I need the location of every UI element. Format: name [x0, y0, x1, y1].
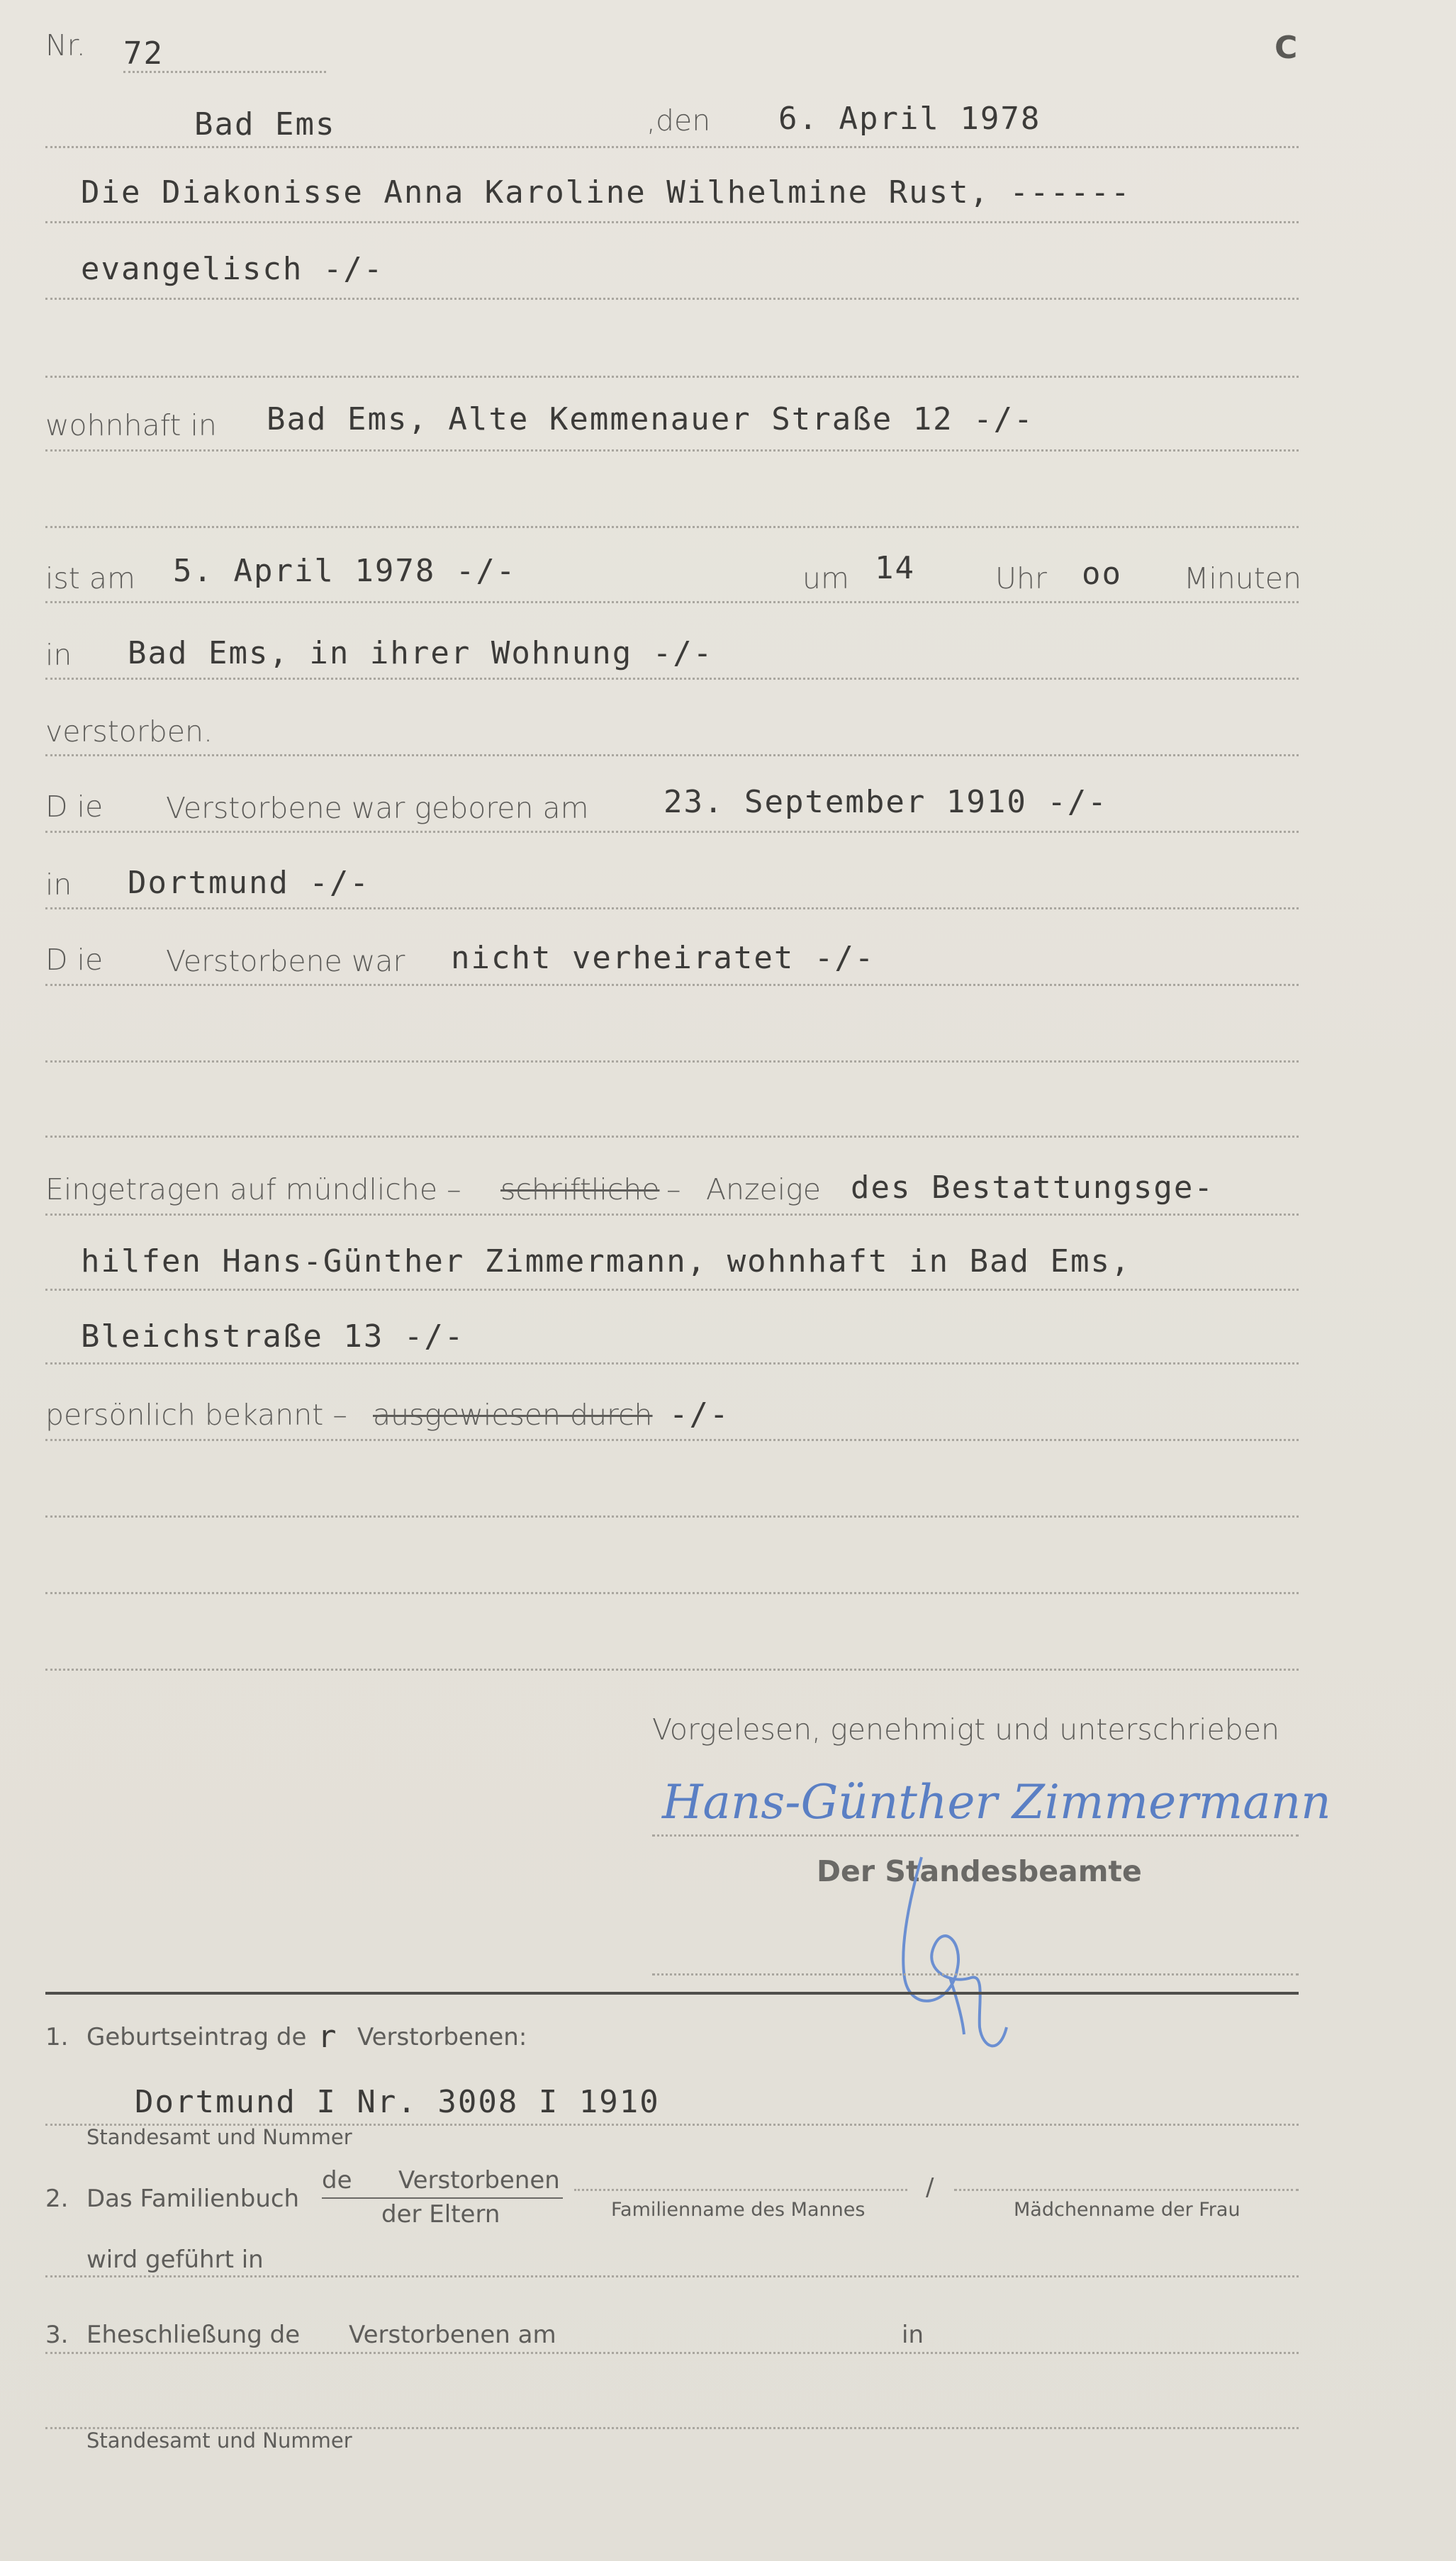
rule [45, 678, 1299, 680]
birth-register-entry: Dortmund I Nr. 3008 I 1910 [135, 2084, 660, 2120]
known-struck: ausgewiesen durch [373, 1398, 653, 1432]
rule [45, 449, 1299, 452]
report-value-3: Bleichstraße 13 -/- [81, 1318, 465, 1355]
deceased-line-1: Die Diakonisse Anna Karoline Wilhelmine Rust, ------ [81, 174, 1131, 211]
registrar-signature [879, 1843, 1035, 2056]
um-label: um [802, 561, 849, 595]
rule [45, 1136, 1299, 1138]
registrar-label: Der Standesbeamte [817, 1854, 1142, 1888]
rule [45, 1362, 1299, 1364]
residence-value: Bad Ems, Alte Kemmenauer Straße 12 -/- [267, 401, 1034, 437]
nr-line [123, 71, 326, 73]
item2-label-2: wird geführt in [86, 2246, 264, 2274]
uhr-label: Uhr [995, 561, 1047, 595]
rule [45, 907, 1299, 909]
report-dash: – [666, 1172, 681, 1206]
rule [45, 1289, 1299, 1291]
known-value: -/- [669, 1396, 730, 1433]
rule [45, 1669, 1299, 1671]
rule [45, 1515, 1299, 1518]
item1-label: Geburtseintrag de [86, 2023, 307, 2051]
report-label: Eingetragen auf mündliche – [45, 1172, 461, 1206]
rule [45, 526, 1299, 528]
item2-top: Verstorbenen [398, 2166, 560, 2195]
item3-label-2: Verstorbenen am [349, 2321, 556, 2349]
rule [45, 2352, 1299, 2354]
rule [45, 298, 1299, 300]
footer-separator [45, 1992, 1299, 1995]
death-place: Bad Ems, in ihrer Wohnung -/- [128, 635, 714, 671]
rule [45, 1592, 1299, 1594]
item1-number: 1. [45, 2023, 69, 2051]
place-value: Bad Ems [194, 106, 336, 142]
record-date: 6. April 1978 [778, 101, 1041, 137]
report-value-1: des Bestattungsge- [851, 1170, 1214, 1206]
birth-prefix: D ie [45, 790, 103, 824]
rule [45, 754, 1299, 756]
wife-name-line [954, 2189, 1299, 2191]
status-label: Verstorbene war [166, 944, 405, 978]
item1-label-2: Verstorbenen: [357, 2023, 527, 2051]
read-approved-label: Vorgelesen, genehmigt und unterschrieben [652, 1713, 1279, 1747]
verstorben-label: verstorben. [45, 714, 213, 749]
item2-wife: Mädchenname der Frau [1014, 2199, 1241, 2221]
item2-bottom: der Eltern [381, 2200, 500, 2229]
report-label-2: Anzeige [706, 1172, 821, 1206]
birth-label: Verstorbene war geboren am [166, 791, 589, 825]
rule [45, 1060, 1299, 1063]
report-struck: schriftliche [500, 1172, 660, 1206]
marital-status: nicht verheiratet -/- [451, 940, 875, 976]
item1-suffix: r [318, 2019, 338, 2055]
death-place-label: in [45, 638, 72, 672]
death-date: 5. April 1978 -/- [173, 553, 517, 589]
rule [45, 601, 1299, 603]
corner-letter: C [1275, 30, 1298, 66]
nr-value: 72 [123, 35, 164, 72]
item3-caption: Standesamt und Nummer [86, 2428, 352, 2453]
rule [45, 831, 1299, 833]
birth-date: 23. September 1910 -/- [663, 784, 1108, 820]
item2-husband: Familienname des Mannes [611, 2199, 866, 2221]
item2-label: Das Familienbuch [86, 2185, 300, 2213]
rule [45, 221, 1299, 223]
minuten-label: Minuten [1184, 561, 1302, 595]
rule [45, 2275, 1299, 2277]
item2-de: de [322, 2166, 352, 2195]
husband-name-line [574, 2189, 907, 2191]
item2-slash: / [926, 2173, 934, 2202]
birth-place-label: in [45, 868, 72, 902]
death-date-label: ist am [45, 561, 135, 595]
item2-number: 2. [45, 2185, 69, 2213]
item2-fraction-line [322, 2197, 563, 2199]
den-label: ,den [646, 103, 711, 138]
death-hour: 14 [875, 550, 915, 586]
rule [45, 146, 1299, 148]
item3-number: 3. [45, 2321, 69, 2349]
rule [45, 1214, 1299, 1216]
signature-line [652, 1834, 1299, 1837]
death-minutes: oo [1082, 556, 1122, 592]
informant-signature: Hans-Günther Zimmermann [662, 1775, 1331, 1829]
item1-caption: Standesamt und Nummer [86, 2125, 352, 2149]
item3-in: in [902, 2321, 924, 2349]
residence-label: wohnhaft in [45, 408, 217, 442]
rule [45, 376, 1299, 378]
deceased-line-2: evangelisch -/- [81, 251, 384, 287]
item3-label: Eheschließung de [86, 2321, 301, 2349]
report-value-2: hilfen Hans-Günther Zimmermann, wohnhaft in Bad Ems, [81, 1243, 1131, 1279]
rule [45, 984, 1299, 986]
nr-label: Nr. [45, 28, 86, 62]
birth-place: Dortmund -/- [128, 865, 370, 901]
registrar-line [652, 1973, 1299, 1976]
rule [45, 1439, 1299, 1441]
status-prefix: D ie [45, 943, 103, 977]
known-label: persönlich bekannt – [45, 1398, 347, 1432]
